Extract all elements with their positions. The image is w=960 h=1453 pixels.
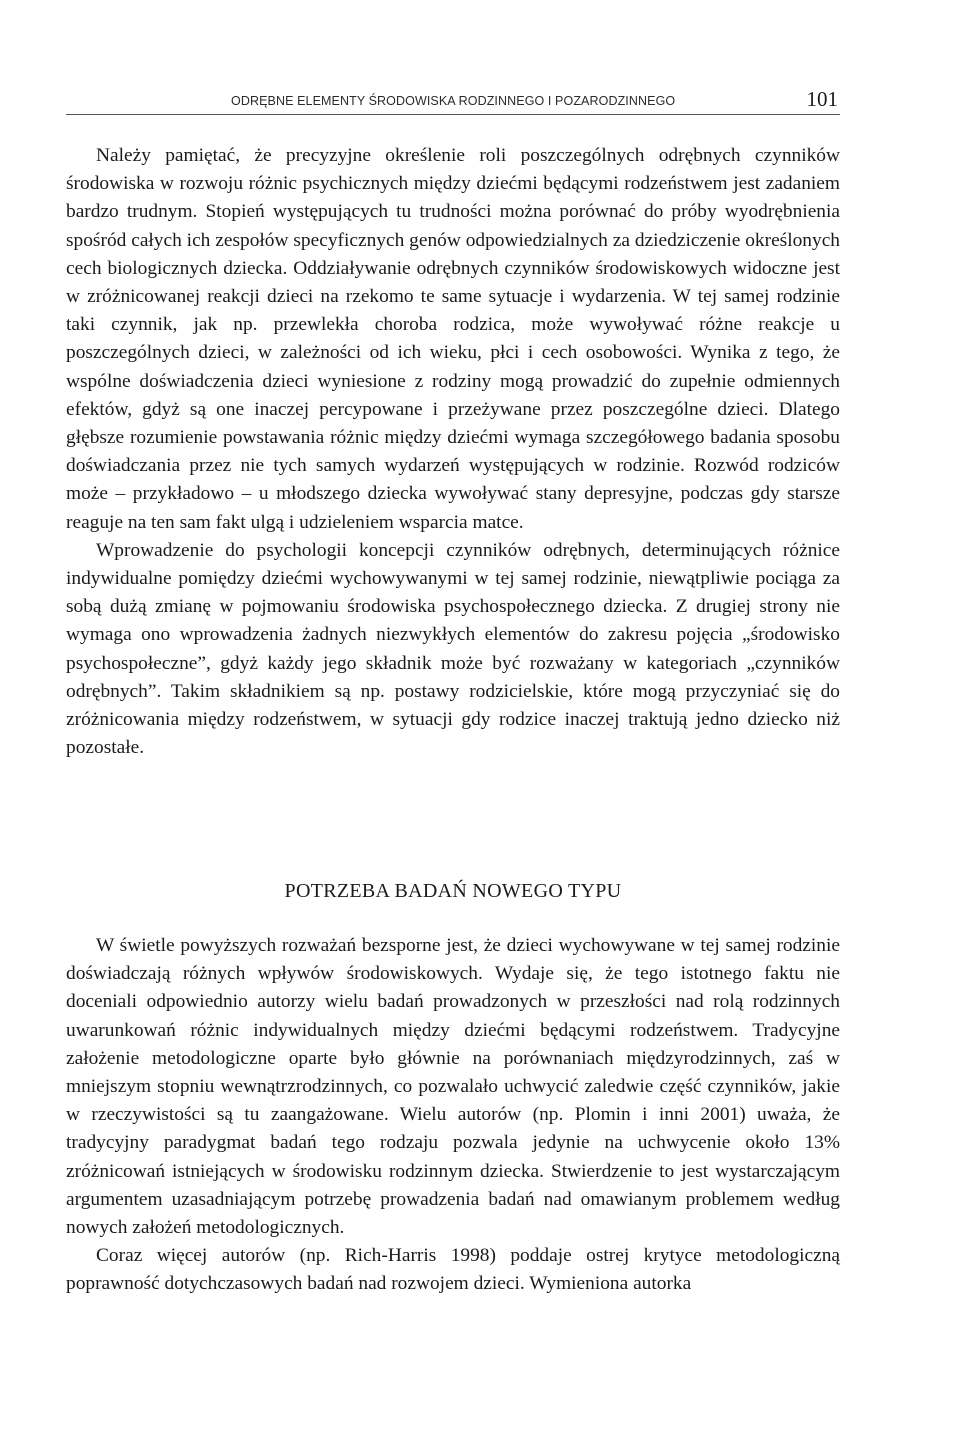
running-title: ODRĘBNE ELEMENTY ŚRODOWISKA RODZINNEGO I POZARODZINNEGO xyxy=(231,94,676,108)
paragraph: W świetle powyższych rozważań bezsporne jest, że dzieci wychowywane w tej samej rodzinie doświadczają różnych wpływów środowiskowych. Wydaje się, że tego istotnego faktu nie doceniali odpowiednio autorzy wielu badań prowadzonych w przeszłości nad rolą rodzinnych uwarunkowań różnic indywidualnych między dziećmi będącymi rodzeństwem. Tradycyjne założenie metodologiczne oparte było głównie na porównaniach międzyrodzinnych, zaś w mniejszym stopniu wewnątrzrodzinnych, co pozwalało uchwycić zaledwie część czynników, jakie w rzeczywistości są tu zaangażowane. Wielu autorów (np. Plomin i inni 2001) uważa, że tradycyjny paradygmat badań tego rodzaju pozwala jedynie na uchwycenie około 13% zróżnicowań istniejących w środowisku rodzinnym dziecka. Stwierdzenie to jest wystarczającym argumentem uzasadniającym potrzebę prowadzenia badań nad omawianym problemem według nowych założeń metodologicznych. xyxy=(66,935,840,1239)
page-number: 101 xyxy=(806,87,838,111)
paragraph: Coraz więcej autorów (np. Rich-Harris 1998) poddaje ostrej krytyce metodologiczną poprawność dotychczasowych badań nad rozwojem dzieci. Wymieniona autorka xyxy=(66,1245,840,1295)
paragraph: Należy pamiętać, że precyzyjne określenie roli poszczególnych odrębnych czynników środowiska w rozwoju różnic psychicznych między dziećmi będącymi rodzeństwem jest zadaniem bardzo trudnym. Stopień występujących tu trudności można porównać do próby wyodrębnienia spośród całych ich zespołów specyficznych genów odpowiedzialnych za dziedziczenie określonych cech biologicznych dziecka. Oddziaływanie odrębnych czynników środowiskowych widoczne jest w zróżnicowanej reakcji dzieci na rzekomo te same sytuacje i wydarzenia. W tej samej rodzinie taki czynnik, jak np. przewlekła choroba rodzica, może wywoływać różne reakcje u poszczególnych dzieci, w zależności od ich wieku, płci i cech osobowości. Wynika z tego, że wspólne doświadczenia dzieci wyniesione z rodziny mogą prowadzić do zupełnie odmiennych efektów, gdyż są one inaczej percypowane i przeżywane przez poszczególne dzieci. Dlatego głębsze rozumienie powstawania różnic między dziećmi wymaga szczegółowego badania sposobu doświadczania przez nie tych samych wydarzeń występujących w rodzinie. Rozwód rodziców może – przykładowo – u młodszego dziecka wywoływać stany depresyjne, podczas gdy starsze reaguje na ten sam fakt ulgą i udzieleniem wsparcia matce. xyxy=(66,145,840,533)
body-text-before-heading xyxy=(66,142,840,762)
body-text-after-heading xyxy=(66,932,840,1299)
paragraph: Wprowadzenie do psychologii koncepcji czynników odrębnych, determinujących różnice indywidualne pomiędzy dziećmi wychowywanymi w tej samej rodzinie, niewątpliwie pociąga za sobą dużą zmianę w pojmowaniu środowiska psychospołecznego dziecka. Z drugiej strony nie wymaga ono wprowadzenia żadnych niezwykłych elementów do zakresu pojęcia „środowisko psychospołeczne”, gdyż każdy jego składnik może być rozważany w kategoriach „czynników odrębnych”. Takim składnikiem są np. postawy rodzicielskie, które mogą przyczyniać się do zróżnicowania między rodzeństwem, w sytuacji gdy rodzice inaczej traktują jedno dziecko niż pozostałe. xyxy=(66,539,840,759)
section-heading: POTRZEBA BADAŃ NOWEGO TYPU xyxy=(284,880,622,902)
running-header xyxy=(66,87,840,115)
